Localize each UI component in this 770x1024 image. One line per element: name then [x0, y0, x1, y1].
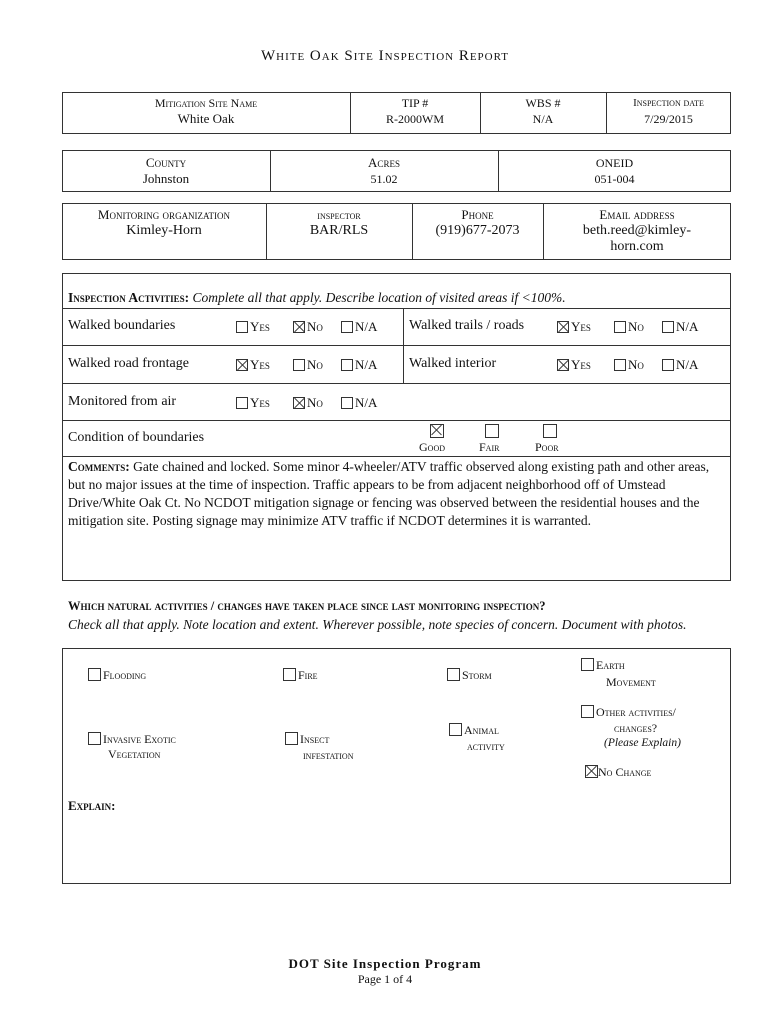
other-activities-option[interactable]: Other activities/: [581, 704, 676, 720]
walked-interior-yes[interactable]: Yes: [557, 357, 591, 373]
animal-option[interactable]: Animal: [449, 722, 499, 738]
storm-option[interactable]: Storm: [447, 667, 492, 683]
wbs-label: WBS #: [525, 96, 561, 110]
walked-interior-no[interactable]: No: [614, 357, 644, 373]
inspector-label: inspector: [317, 208, 361, 222]
acres-value: 51.02: [370, 172, 398, 186]
condition-fair-checkbox[interactable]: [485, 423, 501, 441]
tip-value: R-2000WM: [386, 112, 444, 126]
inspector-value: BAR/RLS: [309, 223, 369, 238]
no-change-option[interactable]: No Change: [585, 764, 651, 780]
condition-good-checkbox[interactable]: [430, 423, 444, 437]
activities-heading: Inspection Activities:: [68, 290, 190, 305]
explain-label: Explain:: [68, 798, 116, 813]
walked-road-frontage-na[interactable]: N/A: [341, 357, 377, 373]
activities-instructions: Complete all that apply. Describe location of visited areas if <100%.: [192, 290, 566, 305]
footer-page: Page 1 of 4: [357, 972, 413, 986]
condition-fair-label: Fair: [479, 440, 500, 454]
checkbox-icon: [88, 668, 101, 681]
footer-program: DOT Site Inspection Program: [288, 956, 482, 971]
other-activities-label-3: (Please Explain): [604, 737, 681, 749]
walked-boundaries-na[interactable]: N/A: [341, 319, 377, 335]
comments-label: Comments:: [68, 459, 130, 474]
fire-option[interactable]: Fire: [283, 667, 318, 683]
monitoring-org-label: Monitoring organization: [97, 207, 231, 222]
tip-label: TIP #: [401, 96, 429, 110]
mitigation-site-label: Mitigation Site Name: [154, 96, 258, 110]
mitigation-site-value: White Oak: [177, 111, 235, 126]
checkbox-icon: [341, 397, 353, 409]
oneid-label: ONEID: [595, 156, 634, 170]
condition-good-label: Good: [419, 440, 445, 454]
oneid-value: 051-004: [594, 172, 635, 186]
checkbox-icon: [581, 705, 594, 718]
natural-instructions: Check all that apply. Note location and extent. Wherever possible, note species of concern. Document with photos.: [68, 617, 687, 632]
checkbox-icon: [485, 424, 499, 438]
checked-box-icon: [430, 424, 444, 438]
animal-label-2: activity: [467, 739, 505, 753]
other-activities-label-2: changes?: [614, 721, 658, 735]
earth-movement-option[interactable]: Earth: [581, 657, 625, 673]
invasive-exotic-label-2: Vegetation: [108, 747, 161, 761]
checkbox-icon: [88, 732, 101, 745]
wbs-value: N/A: [532, 112, 554, 126]
checked-box-icon: [557, 321, 569, 333]
monitored-from-air-no[interactable]: No: [293, 395, 323, 411]
walked-road-frontage-label: Walked road frontage: [68, 356, 189, 371]
walked-trails-na[interactable]: N/A: [662, 319, 698, 335]
earth-movement-label-2: Movement: [606, 675, 656, 689]
checkbox-icon: [662, 321, 674, 333]
checkbox-icon: [283, 668, 296, 681]
checked-box-icon: [293, 397, 305, 409]
checkbox-icon: [449, 723, 462, 736]
county-label: County: [145, 155, 187, 170]
checked-box-icon: [557, 359, 569, 371]
phone-value: (919)677-2073: [435, 223, 520, 238]
natural-heading: Which natural activities / changes have taken place since last monitoring inspection?: [68, 599, 546, 613]
insect-label-2: infestation: [303, 748, 354, 762]
checked-box-icon: [236, 359, 248, 371]
checked-box-icon: [293, 321, 305, 333]
comments-block: [68, 458, 716, 530]
walked-road-frontage-no[interactable]: No: [293, 357, 323, 373]
walked-road-frontage-yes[interactable]: Yes: [236, 357, 270, 373]
acres-label: Acres: [368, 155, 400, 170]
flooding-option[interactable]: Flooding: [88, 667, 146, 683]
checked-box-icon: [585, 765, 598, 778]
checkbox-icon: [662, 359, 674, 371]
condition-poor-checkbox[interactable]: [543, 423, 559, 441]
checkbox-icon: [236, 321, 248, 333]
checkbox-icon: [614, 359, 626, 371]
walked-boundaries-no[interactable]: No: [293, 319, 323, 335]
walked-interior-na[interactable]: N/A: [662, 357, 698, 373]
checkbox-icon: [543, 424, 557, 438]
activities-heading-line: [68, 290, 566, 306]
county-value: Johnston: [142, 171, 190, 186]
report-title: White Oak Site Inspection Report: [260, 48, 510, 64]
walked-trails-no[interactable]: No: [614, 319, 644, 335]
monitored-from-air-label: Monitored from air: [68, 394, 177, 409]
checkbox-icon: [341, 359, 353, 371]
condition-poor-label: Poor: [535, 440, 559, 454]
monitored-from-air-yes[interactable]: Yes: [236, 395, 270, 411]
monitoring-org-value: Kimley-Horn: [126, 223, 202, 238]
walked-boundaries-yes[interactable]: Yes: [236, 319, 270, 335]
walked-trails-label: Walked trails / roads: [409, 318, 525, 333]
comments-text: Gate chained and locked. Some minor 4-wheeler/ATV traffic observed along existing path and other areas, but no major issues at the time of inspection. Traffic appears to be from adjacent neighborhood off of Umstead Drive/White Oak Ct. No NCDOT mitigation signage or fencing was observed between the residential houses and the mitigation site. Posting signage may minimize ATV traffic if NCDOT determines it is warranted.: [68, 459, 710, 528]
checkbox-icon: [236, 397, 248, 409]
checkbox-icon: [447, 668, 460, 681]
insect-option[interactable]: Insect: [285, 731, 329, 747]
walked-interior-label: Walked interior: [409, 356, 497, 371]
checkbox-icon: [581, 658, 594, 671]
checkbox-icon: [293, 359, 305, 371]
checkbox-icon: [341, 321, 353, 333]
condition-of-boundaries-label: Condition of boundaries: [68, 430, 205, 445]
invasive-exotic-option[interactable]: Invasive Exotic: [88, 731, 176, 747]
checkbox-icon: [614, 321, 626, 333]
walked-trails-yes[interactable]: Yes: [557, 319, 591, 335]
email-label: Email address: [599, 207, 675, 222]
email-value-line1: beth.reed@kimley-: [582, 223, 692, 238]
inspection-date-label: Inspection date: [633, 97, 704, 109]
inspection-date-value: 7/29/2015: [644, 112, 693, 126]
email-value-line2: horn.com: [610, 239, 664, 254]
walked-boundaries-label: Walked boundaries: [68, 318, 176, 333]
phone-label: Phone: [461, 207, 494, 222]
monitored-from-air-na[interactable]: N/A: [341, 395, 377, 411]
checkbox-icon: [285, 732, 298, 745]
